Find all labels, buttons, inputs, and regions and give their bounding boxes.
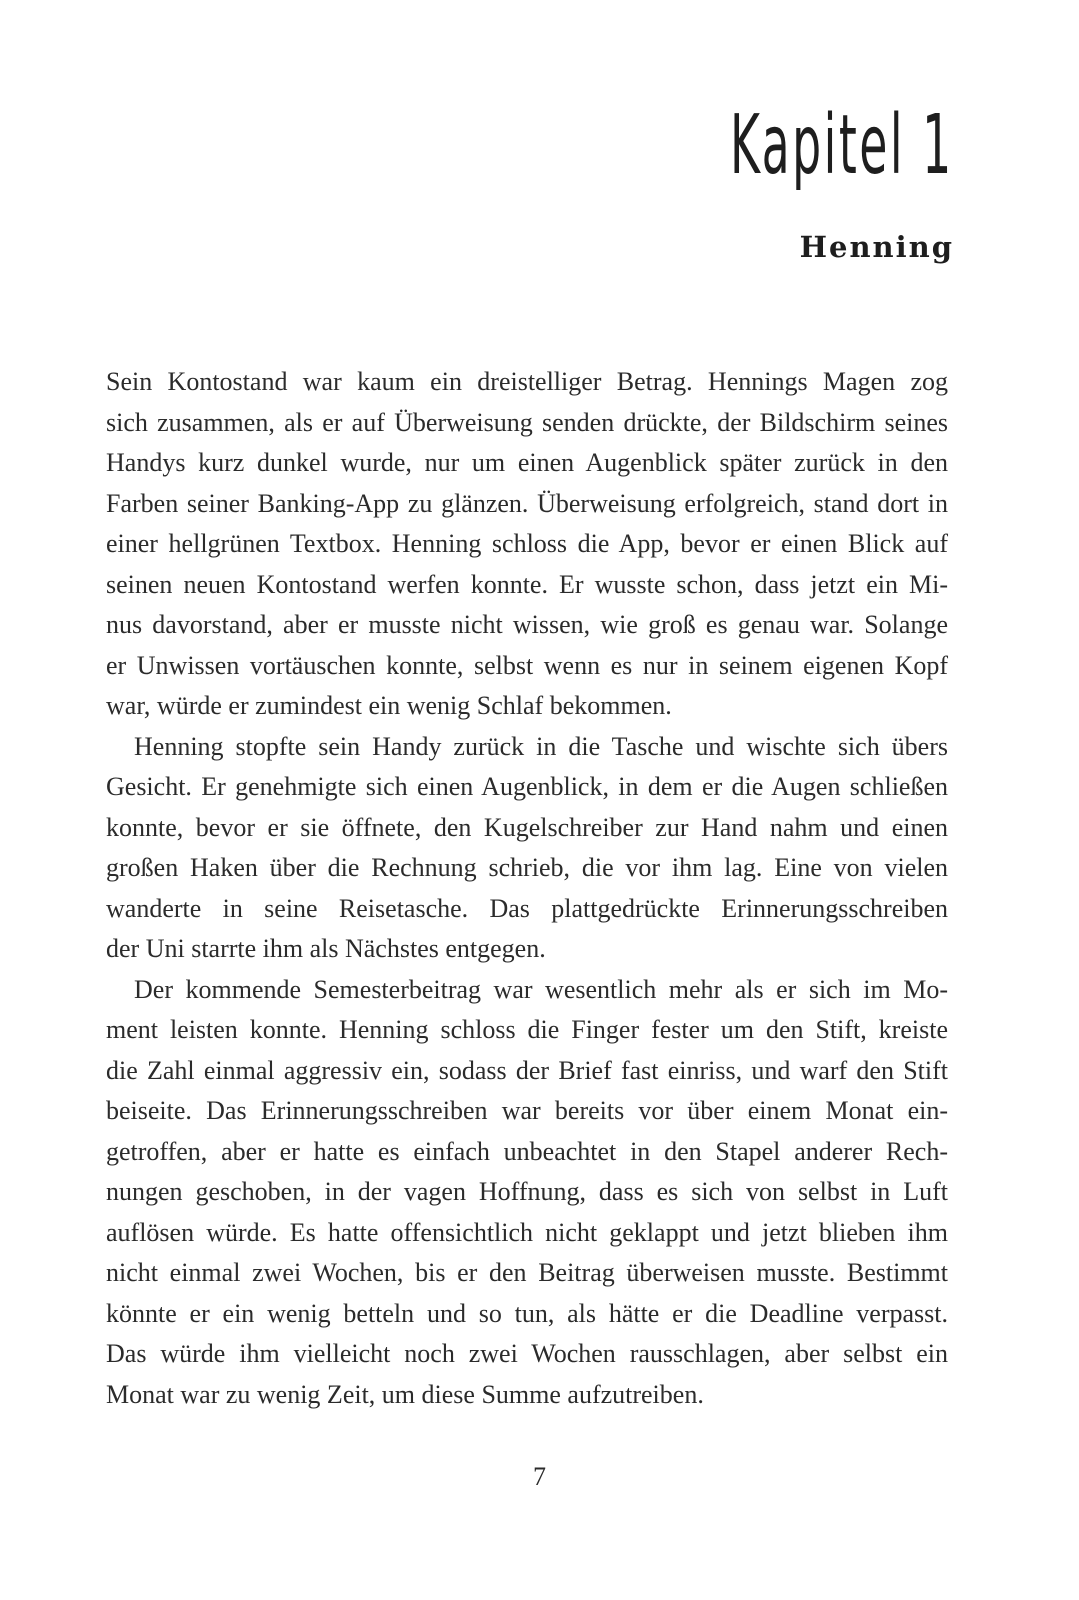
text-line: einer hellgrünen Textbox. Henning schloss die App, bevor er einen Blick auf (106, 529, 948, 558)
text-line: nicht einmal zwei Wochen, bis er den Beitrag überweisen musste. Bestimmt (106, 1258, 948, 1287)
text-line: Monat war zu wenig Zeit, um diese Summe aufzutreiben. (106, 1379, 704, 1409)
text-line: seinen neuen Kontostand werfen konnte. Er wusste schon, dass jetzt ein Mi- (106, 569, 948, 599)
text-line: ment leisten konnte. Henning schloss die Finger fester um den Stift, kreiste (106, 1015, 948, 1044)
text-line: großen Haken über die Rechnung schrieb, die vor ihm lag. Eine von vielen (106, 853, 948, 882)
text-line: war, würde er zumindest ein wenig Schlaf bekommen. (106, 691, 672, 720)
chapter-title: Henning (799, 230, 954, 264)
text-line: nus davorstand, aber er musste nicht wissen, wie groß es genau war. Solange (106, 610, 948, 639)
text-line: beiseite. Das Erinnerungsschreiben war bereits vor über einem Monat ein- (106, 1096, 948, 1125)
paragraph-2 (106, 727, 948, 970)
text-line: Das würde ihm vielleicht noch zwei Wochen rausschlagen, aber selbst ein (106, 1339, 948, 1368)
text-line: Der kommende Semesterbeitrag war wesentlich mehr als er sich im Mo- (134, 974, 948, 1004)
text-line: nungen geschoben, in der vagen Hoffnung, dass es sich von selbst in Luft (106, 1177, 948, 1206)
text-line: Gesicht. Er genehmigte sich einen Augenblick, in dem er die Augen schließen (106, 772, 948, 801)
text-line: konnte, bevor er sie öffnete, den Kugelschreiber zur Hand nahm und einen (106, 812, 948, 842)
text-line: wanderte in seine Reisetasche. Das plattgedrückte Erinnerungsschreiben (106, 893, 948, 923)
text-line: Sein Kontostand war kaum ein dreistelliger Betrag. Hennings Magen zog (106, 367, 948, 396)
text-line: er Unwissen vortäuschen konnte, selbst wenn es nur in seinem eigenen Kopf (106, 650, 948, 680)
text-line: auflösen würde. Es hatte offensichtlich nicht geklappt und jetzt blieben ihm (106, 1217, 948, 1247)
text-line: getroffen, aber er hatte es einfach unbeachtet in den Stapel anderer Rech- (106, 1136, 948, 1166)
text-line: Farben seiner Banking-App zu glänzen. Überweisung erfolgreich, stand dort in (106, 488, 948, 518)
text-line: der Uni starrte ihm als Nächstes entgegen. (106, 934, 546, 963)
text-line: Henning stopfte sein Handy zurück in die Tasche und wischte sich übers (134, 731, 948, 761)
body-text (106, 362, 948, 1415)
paragraph-3 (106, 970, 948, 1416)
page-number: 7 (533, 1462, 546, 1491)
text-line: die Zahl einmal aggressiv ein, sodass der Brief fast einriss, und warf den Stift (106, 1055, 948, 1085)
paragraph-1 (106, 362, 948, 727)
text-line: Handys kurz dunkel wurde, nur um einen Augenblick später zurück in den (106, 448, 948, 477)
text-line: könnte er ein wenig betteln und so tun, als hätte er die Deadline verpasst. (106, 1298, 948, 1328)
text-line: sich zusammen, als er auf Überweisung senden drückte, der Bildschirm seines (106, 407, 948, 437)
chapter-heading: Kapitel 1 (730, 98, 954, 193)
